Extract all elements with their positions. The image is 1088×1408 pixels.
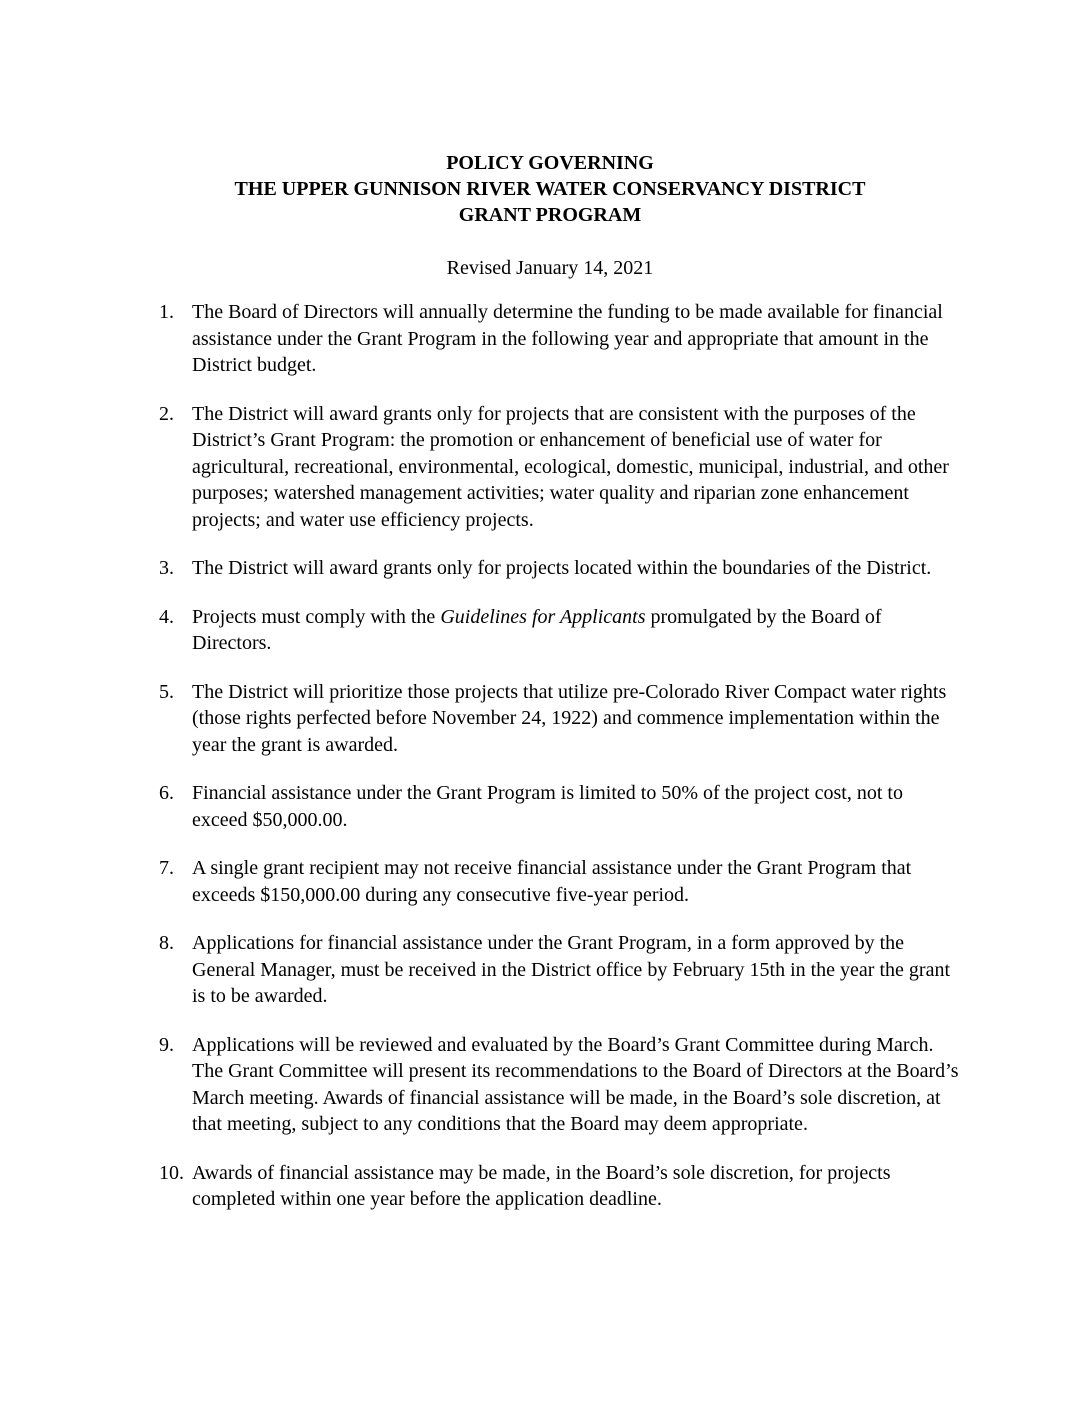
item-number: 1. <box>159 301 174 323</box>
policy-item <box>159 679 959 759</box>
policy-list <box>159 299 959 1235</box>
title-line: POLICY GOVERNING <box>446 152 654 174</box>
item-text: Financial assistance under the Grant Program is limited to 50% of the project cost, not to exceed $50,000.00. <box>192 782 903 831</box>
item-text: A single grant recipient may not receive financial assistance under the Grant Program that exceeds $150,000.00 during any consecutive five-year period. <box>192 857 912 906</box>
item-number: 4. <box>159 605 174 628</box>
item-number: 2. <box>159 402 174 425</box>
item-text: Applications will be reviewed and evaluated by the Board’s Grant Committee during March. The Grant Committee will present its recommendations to the Board of Directors at the Board’s March meeting. Awards of financial assistance will be made, in the Board’s sole discretion, at that meeting, subject to any conditions that the Board may deem appropriate. <box>192 1033 959 1135</box>
item-text: The Board of Directors will annually determine the funding to be made available for financial assistance under the Grant Program in the following year and appropriate that amount in the District budget. <box>192 301 943 376</box>
guidelines-title: Guidelines for Applicants <box>440 605 646 628</box>
revision-date: Revised January 14, 2021 <box>446 257 654 279</box>
policy-item <box>159 930 959 1010</box>
title-line: THE UPPER GUNNISON RIVER WATER CONSERVANCY DISTRICT <box>234 178 866 200</box>
item-number: 7. <box>159 857 174 879</box>
policy-item <box>159 780 959 833</box>
item-number: 5. <box>159 680 174 703</box>
item-text-part: Projects must comply with the <box>192 605 441 628</box>
item-text: The District will award grants only for projects located within the boundaries of the District. <box>192 557 932 579</box>
item-text-part: promulgated by the Board of Directors. <box>192 605 882 654</box>
item-number: 10. <box>159 1161 184 1184</box>
policy-item <box>159 1032 959 1138</box>
item-number: 8. <box>159 932 174 954</box>
policy-item <box>159 401 959 534</box>
item-text: The District will award grants only for projects that are consistent with the purposes of the District’s Grant Program: the promotion or enhancement of beneficial use of water for agricultural, recreational, environmental, ecological, domestic, municipal, industrial, and other purposes; watershed management activities; water quality and riparian zone enhancement projects; and water use efficiency projects. <box>192 402 949 531</box>
document-title <box>0 150 1088 228</box>
policy-item <box>159 299 959 379</box>
policy-item <box>159 604 959 657</box>
item-number: 3. <box>159 557 174 579</box>
item-number: 9. <box>159 1033 174 1056</box>
title-line: GRANT PROGRAM <box>458 204 642 226</box>
item-number: 6. <box>159 782 174 804</box>
item-text: The District will prioritize those projects that utilize pre-Colorado River Compact water rights (those rights perfected before November 24, 1922) and commence implementation within the year the grant is awarded. <box>192 680 947 756</box>
policy-item <box>159 555 959 582</box>
item-text: Awards of financial assistance may be made, in the Board’s sole discretion, for projects completed within one year before the application deadline. <box>192 1161 891 1210</box>
item-text: Applications for financial assistance under the Grant Program, in a form approved by the General Manager, must be received in the District office by February 15th in the year the grant is to be awarded. <box>192 932 950 1007</box>
policy-item <box>159 1160 959 1213</box>
policy-item <box>159 855 959 908</box>
item-text <box>192 606 882 655</box>
